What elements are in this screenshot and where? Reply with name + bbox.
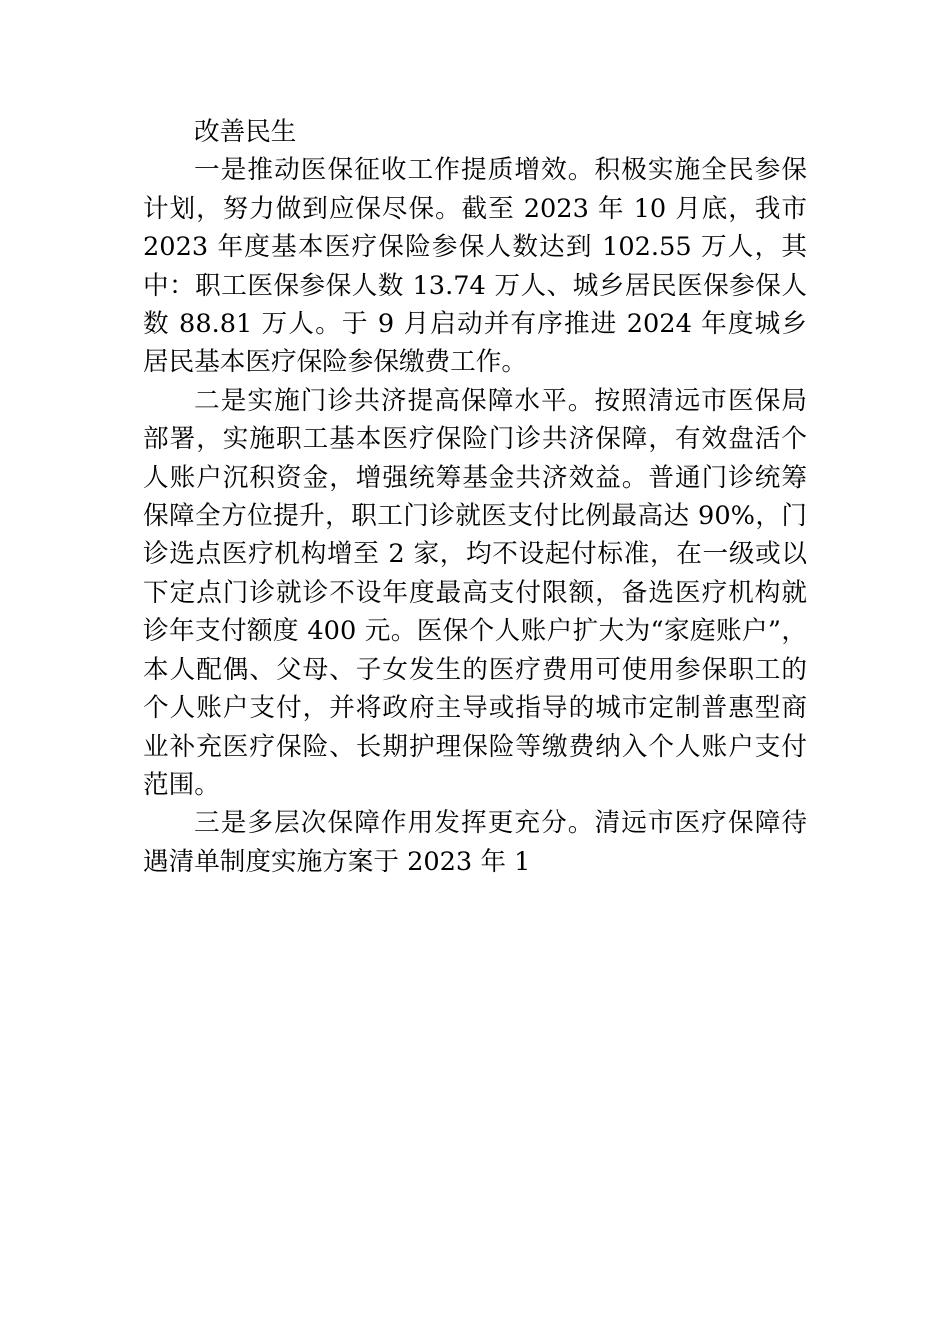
document-body — [143, 113, 807, 881]
paragraph-intro: 改善民生 — [194, 117, 297, 147]
paragraph-insurance-collection: 一是推动医保征收工作提质增效。积极实施全民参保计划，努力做到应保尽保。截至 2023 年 10 月底，我市 2023 年度基本医疗保险参保人数达到 102.55 万人，其中：职工医保参保人数 13.74 万人、城乡居民医保参保人数 88.81 万人。于 9 月启动并有序推进 2024 年度城乡居民基本医疗保险参保缴费工作。 — [143, 155, 807, 378]
paragraph-multi-level-security: 三是多层次保障作用发挥更充分。清远市医疗保障待遇清单制度实施方案于 2023 年 1 — [143, 808, 807, 877]
paragraph-outpatient-mutual-aid: 二是实施门诊共济提高保障水平。按照清远市医保局部署，实施职工基本医疗保险门诊共济保障，有效盘活个人账户沉积资金，增强统筹基金共济效益。普通门诊统筹保障全方位提升，职工门诊就医支付比例最高达 90%，门诊选点医疗机构增至 2 家，均不设起付标准，在一级或以下定点门诊就诊不设年度最高支付限额，备选医疗机构就诊年支付额度 400 元。医保个人账户扩大为“家庭账户”，本人配偶、父母、子女发生的医疗费用可使用参保职工的个人账户支付，并将政府主导或指导的城市定制普惠型商业补充医疗保险、长期护理保险等缴费纳入个人账户支付范围。 — [143, 385, 807, 800]
